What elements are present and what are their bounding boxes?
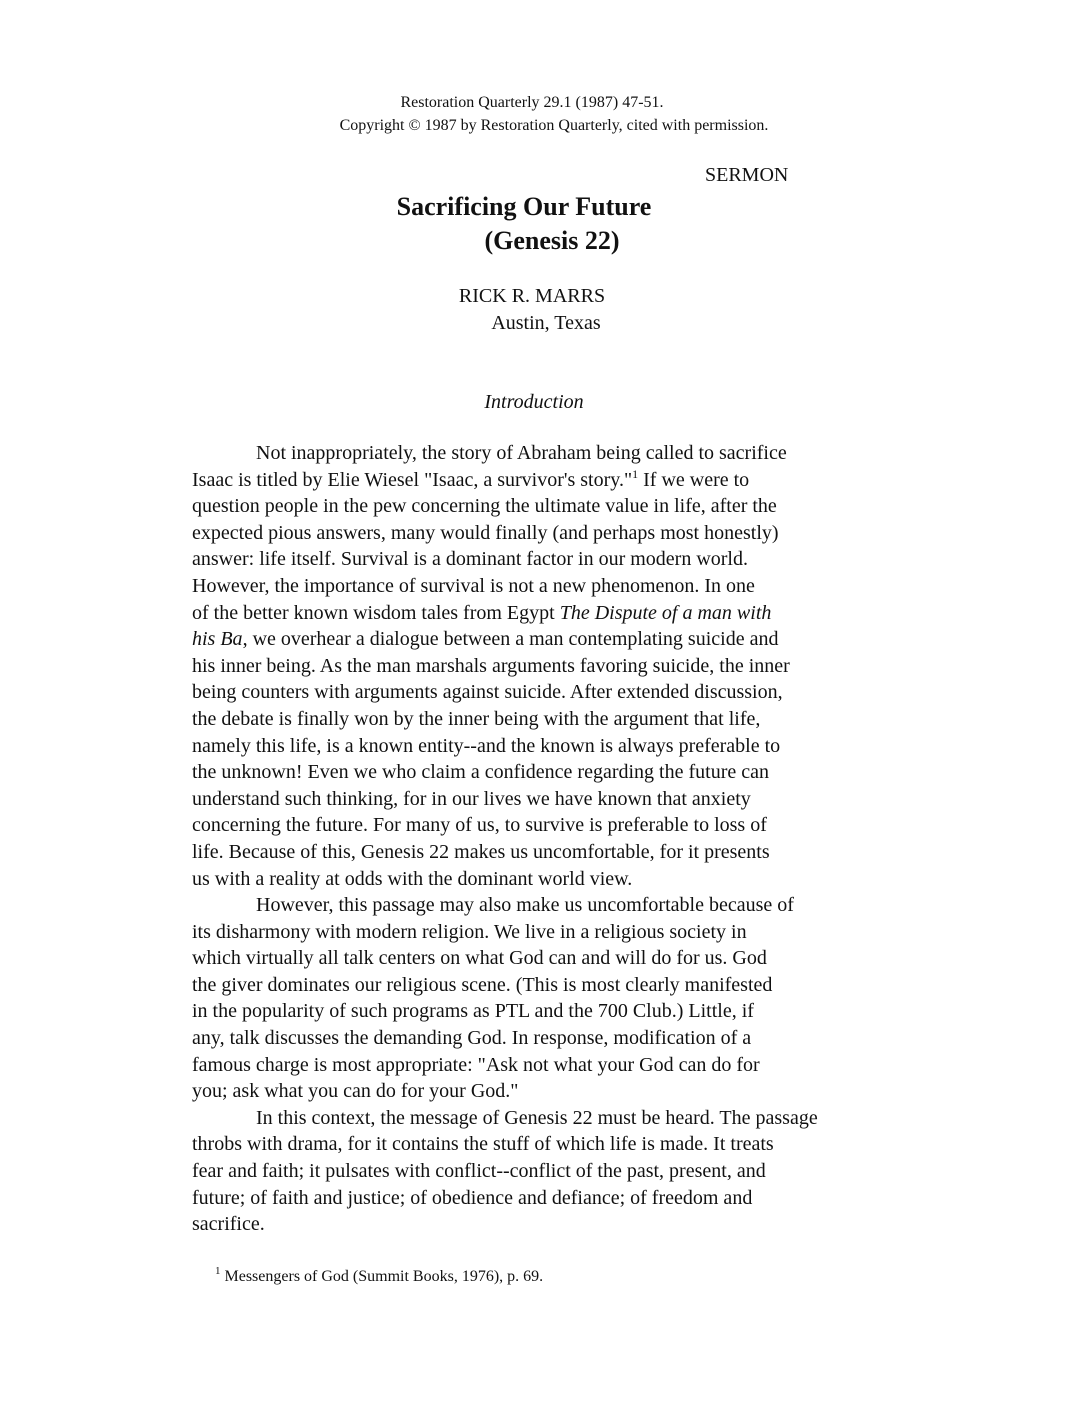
introduction-body	[192, 440, 912, 1238]
body-line: its disharmony with modern religion. We live in a religious society in	[192, 920, 747, 943]
body-line	[192, 467, 912, 494]
author-location: Austin, Texas	[491, 312, 601, 334]
body-line: which virtually all talk centers on what God can and will do for us. God	[192, 947, 767, 970]
body-line: you; ask what you can do for your God."	[192, 1080, 519, 1103]
body-line: the debate is finally won by the inner being with the argument that life,	[192, 707, 761, 730]
body-line: famous charge is most appropriate: "Ask not what your God can do for	[192, 1053, 760, 1076]
footnote-marker: 1	[215, 1265, 221, 1277]
body-line: namely this life, is a known entity--and the known is always preferable to	[192, 734, 781, 757]
body-text-segment: If we were to	[638, 468, 750, 491]
body-line: in the popularity of such programs as PTL and the 700 Club.) Little, if	[192, 1000, 754, 1023]
work-title-emphasis: The Dispute of a man with	[559, 601, 772, 624]
body-line: throbs with drama, for it contains the stuff of which life is made. It treats	[192, 1133, 774, 1156]
body-line: However, this passage may also make us uncomfortable because of	[256, 894, 794, 917]
footnote-text: Messengers of God (Summit Books, 1976), p. 69.	[224, 1268, 544, 1285]
body-line: the giver dominates our religious scene. (This is most clearly manifested	[192, 973, 773, 996]
body-line: us with a reality at odds with the dominant world view.	[192, 867, 633, 890]
body-line: life. Because of this, Genesis 22 makes us uncomfortable, for it presents	[192, 840, 770, 863]
title-line-1: Sacrificing Our Future	[396, 192, 652, 221]
body-line: the unknown! Even we who claim a confidence regarding the future can	[192, 761, 769, 784]
section-label: SERMON	[705, 164, 789, 186]
body-text-segment: of the better known wisdom tales from Egypt	[192, 601, 560, 624]
body-line	[192, 626, 912, 653]
body-text-segment: Isaac is titled by Elie Wiesel "Isaac, a survivor's story."	[192, 468, 633, 491]
citation-line: Restoration Quarterly 29.1 (1987) 47-51.	[400, 94, 664, 111]
body-text-segment: , we overhear a dialogue between a man contemplating suicide and	[242, 628, 779, 651]
body-line: any, talk discusses the demanding God. In response, modification of a	[192, 1027, 752, 1050]
body-line: future; of faith and justice; of obedience and defiance; of freedom and	[192, 1186, 753, 1209]
body-line: his inner being. As the man marshals arguments favoring suicide, the inner	[192, 654, 790, 677]
title-line-2: (Genesis 22)	[484, 226, 620, 255]
footnote	[215, 1266, 543, 1288]
author-name: RICK R. MARRS	[458, 285, 606, 307]
work-title-emphasis: his Ba	[192, 628, 243, 651]
body-line: fear and faith; it pulsates with conflict--conflict of the past, present, and	[192, 1160, 766, 1183]
body-line: However, the importance of survival is not a new phenomenon. In one	[192, 574, 755, 597]
body-line: sacrifice.	[192, 1213, 265, 1236]
body-line: In this context, the message of Genesis 22 must be heard. The passage	[256, 1106, 818, 1129]
body-line	[192, 600, 912, 627]
body-line: question people in the pew concerning the ultimate value in life, after the	[192, 495, 777, 518]
body-line: expected pious answers, many would finally (and perhaps most honestly)	[192, 521, 779, 544]
body-line: being counters with arguments against suicide. After extended discussion,	[192, 681, 783, 704]
introduction-heading: Introduction	[484, 391, 584, 413]
body-line: Not inappropriately, the story of Abraham being called to sacrifice	[256, 442, 787, 464]
footnote-reference: 1	[632, 466, 639, 481]
body-line: understand such thinking, for in our lives we have known that anxiety	[192, 787, 751, 810]
copyright-line: Copyright © 1987 by Restoration Quarterly, cited with permission.	[339, 117, 769, 134]
body-line: answer: life itself. Survival is a dominant factor in our modern world.	[192, 548, 748, 571]
body-line: concerning the future. For many of us, to survive is preferable to loss of	[192, 814, 767, 837]
